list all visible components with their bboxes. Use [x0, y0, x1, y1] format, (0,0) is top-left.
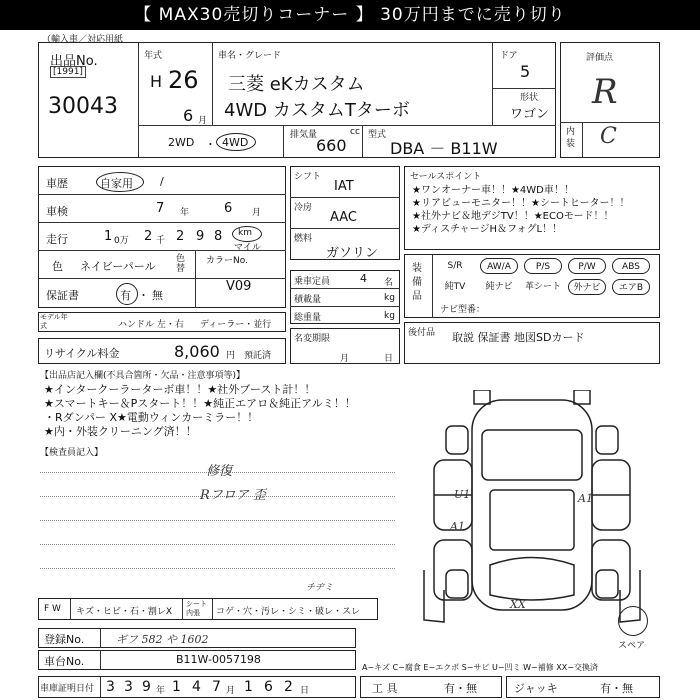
color-value: ネイビーパール [80, 260, 156, 273]
inspector-note: 修復 [206, 464, 233, 479]
shift-value: IAT [334, 179, 354, 194]
grade-value: R [592, 72, 618, 112]
fw-text: キズ・ヒビ・石・割レX [76, 607, 172, 617]
special-line: ★内・外装クリーニング済！！ [44, 425, 197, 438]
ac-value: AAC [330, 210, 357, 225]
lot-label: 出品No. [50, 54, 98, 69]
model-label: 車名・グレード [218, 51, 282, 61]
chassis-label: 車台No. [44, 655, 85, 668]
sales-point: ★ワンオーナー車！！★4WD車！！ [412, 185, 574, 196]
model-row-label: モデル年式 [40, 313, 68, 330]
displacement-value: 660 [316, 136, 347, 155]
model-name: 三菱 eKカスタム [228, 74, 365, 95]
damage-legend: A−キズ C−腐食 E−エクボ S−サビ U−凹ミ W−補修 XX−交換済 [362, 663, 598, 672]
lot-number: 30043 [48, 94, 118, 119]
tools-label: 工 具 [372, 682, 398, 695]
gross-label: 総重量 [294, 313, 322, 323]
sales-point: ★ディスチャージH＆フォグL！！ [412, 224, 563, 235]
top-fragment: （輸入車／対応用紙 [42, 35, 124, 45]
accessories-value: 取説 保証書 地図SDカード [452, 331, 585, 344]
sales-points-label: セールスポイント [410, 172, 482, 182]
year-month: 6 [183, 106, 194, 125]
fuel-value: ガソリン [326, 246, 379, 261]
model-grade: 4WD カスタムTターボ [224, 100, 410, 121]
equipment-label: 装備品 [412, 263, 422, 302]
year-month-unit: 月 [198, 116, 208, 126]
dealer: ディーラー・並行 [200, 320, 272, 330]
shape-value: ワゴン [510, 107, 550, 122]
registration-value: ギフ 582 や 1602 [116, 633, 209, 646]
tools-value: 有・無 [444, 682, 477, 695]
spare-label: スペア [618, 641, 646, 651]
year-era: H [150, 72, 163, 91]
inspection-year: 7 [156, 201, 165, 216]
special-line: ★スマートキー＆Pスタート！！★純正エアロ＆純正アルミ！！ [44, 397, 356, 410]
interior-value: C [600, 124, 617, 149]
special-label: 【出品店記入欄(不具合箇所・欠品・注意事項等)】 [40, 371, 246, 381]
ac-label: 冷房 [294, 203, 313, 213]
load-label: 積載量 [294, 295, 322, 305]
cert-date-label: 車庫証明日付 [40, 684, 95, 694]
grade-label: 評価点 [586, 53, 614, 63]
capacity-label: 乗車定員 [294, 277, 331, 287]
shift-label: シフト [294, 172, 322, 182]
special-line: ・Rダンパー X★電動ウィンカーミラー！！ [44, 411, 259, 424]
year-value: 26 [168, 66, 199, 94]
recycle-label: リサイクル料金 [44, 347, 120, 360]
drive-2wd: 2WD [168, 136, 195, 149]
interior-label: 内装 [566, 127, 576, 149]
damage-mark: U1 [454, 488, 471, 501]
recycle-value: 8,060 [174, 342, 220, 361]
name-change-label: 名変期限 [294, 334, 331, 344]
damage-mark: A1 [578, 492, 593, 505]
chassis-value: B11W-0057198 [176, 653, 261, 666]
damage-mark: XX [510, 598, 526, 611]
car-diagram [404, 390, 664, 630]
damage-mark: A1 [450, 520, 465, 533]
seat-note: チヂミ [306, 583, 334, 593]
seat-text: コゲ・穴・汚レ・シミ・破レ・スレ [216, 607, 361, 617]
inspector-note: Rフロア 歪 [200, 488, 266, 503]
shape-label: 形状 [520, 93, 539, 103]
accessories-label: 後付品 [408, 328, 436, 338]
history-label: 車歴 [46, 177, 68, 190]
doors-value: 5 [520, 62, 531, 81]
type-label: 型式 [368, 130, 387, 140]
color-label: 色 [52, 260, 63, 273]
special-line: ★インタークーラーターボ車！！★社外ブースト計！！ [44, 383, 316, 396]
fw-label: F W [44, 604, 61, 614]
inspection-label: 車検 [46, 205, 68, 218]
year-label: 年式 [144, 51, 163, 61]
lot-small: [1991] [50, 66, 86, 78]
handle: ハンドル 左・右 [118, 320, 184, 330]
type-value: DBA － B11W [390, 139, 498, 158]
jack-value: 有・無 [600, 682, 633, 695]
color-no-value: V09 [226, 279, 252, 294]
inspector-label: 【検査員記入】 [40, 448, 104, 458]
warranty-label: 保証書 [46, 289, 79, 302]
navi-model: ナビ型番： [440, 305, 486, 315]
color-no-label: カラーNo. [206, 256, 248, 266]
drive-4wd: 4WD [222, 136, 249, 149]
spare-tire-icon [618, 606, 648, 636]
doors-label: ドア [500, 51, 518, 61]
displacement-label: 排気量 [290, 130, 318, 140]
registration-label: 登録No. [44, 633, 85, 646]
sales-point: ★社外ナビ＆地デジTV！！★ECOモード！！ [412, 211, 614, 222]
banner: 【 MAX30売切りコーナー 】 30万円までに売り切り [0, 0, 700, 30]
capacity-value: 4 [360, 272, 367, 285]
history-value: 自家用 [100, 177, 133, 190]
inspection-month: 6 [224, 201, 233, 216]
fuel-label: 燃料 [294, 234, 313, 244]
sales-point: ★リアビューモニター！！★シートヒーター！！ [412, 198, 630, 209]
jack-label: ジャッキ [514, 682, 558, 695]
mileage-label: 走行 [46, 233, 68, 246]
